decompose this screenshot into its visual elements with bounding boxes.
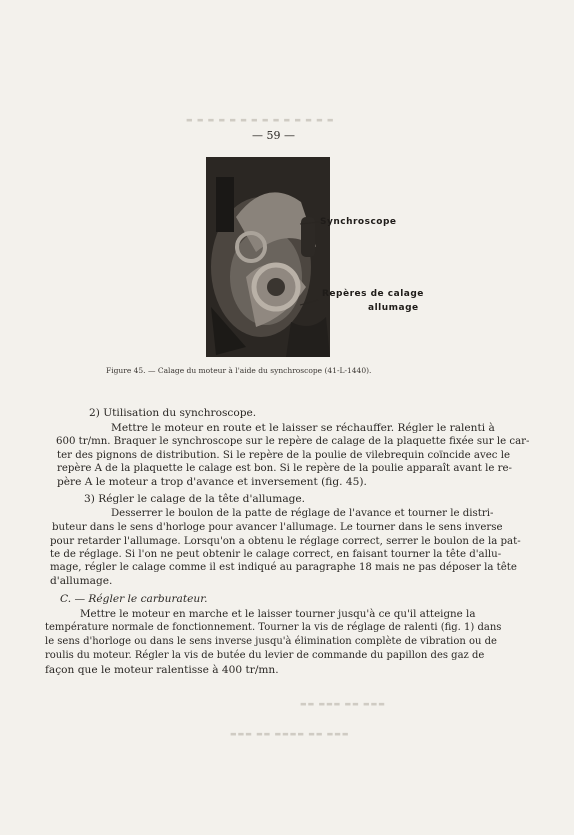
paragraph-line: Desserrer le boulon de la patte de réglage de l'avance et tourner le distri- [111,508,494,519]
reperes-label-line1: Repères de calage [322,289,424,299]
paragraph-line: buteur dans le sens d'horloge pour avancer l'allumage. Le tourner dans le sens inverse [52,522,503,533]
paragraph-line: d'allumage. [50,575,113,587]
bleed-through-text: ▬ ▬ ▬ ▬ ▬ ▬ ▬ ▬ ▬ ▬ ▬ ▬ ▬ ▬ [186,116,335,124]
paragraph-line: façon que le moteur ralentisse à 400 tr/mn. [45,664,279,676]
paragraph-line: ter des pignons de distribution. Si le repère de la poulie de vilebrequin coïncide avec le [57,450,510,461]
paragraph-line: température normale de fonctionnement. Tourner la vis de réglage de ralenti (fig. 1) dans [45,622,502,633]
section-heading-utilisation: 2) Utilisation du synchroscope. [89,407,257,419]
paragraph-line: pour retarder l'allumage. Lorsqu'on a obtenu le réglage correct, serrer le boulon de la pat- [50,536,521,547]
paragraph-line: repère A de la plaquette le calage est bon. Si le repère de la poulie apparaît avant le re- [57,463,513,474]
paragraph-line: mage, régler le calage comme il est indiqué au paragraphe 18 mais ne pas déposer la tête [50,562,517,573]
section-heading-carburateur: C. — Régler le carburateur. [60,593,208,605]
bleed-through-text: ▬▬ ▬▬▬ ▬▬ ▬▬▬ [300,700,386,708]
paragraph-line: Mettre le moteur en route et le laisser se réchauffer. Régler le ralenti à [111,422,495,434]
paragraph-line: te de réglage. Si l'on ne peut obtenir le calage correct, en faisant tourner la tête d'allu- [50,549,502,560]
synchroscope-label: Synchroscope [320,217,397,227]
paragraph-line: père A le moteur a trop d'avance et inversement (fig. 45). [57,476,367,488]
figure-caption: Figure 45. — Calage du moteur à l'aide du synchroscope (41-L-1440). [106,366,372,375]
paragraph-line: Mettre le moteur en marche et le laisser tourner jusqu'à ce qu'il atteigne la [80,608,476,620]
paragraph-line: 600 tr/mn. Braquer le synchroscope sur le repère de calage de la plaquette fixée sur le car- [56,436,530,447]
reperes-label-line2: allumage [368,303,419,313]
paragraph-line: roulis du moteur. Régler la vis de butée du levier de commande du papillon des gaz de [45,650,485,661]
page-number: — 59 — [252,129,295,142]
paragraph-line: le sens d'horloge ou dans le sens inverse jusqu'à élimination complète de vibration ou de [45,636,497,647]
section-heading-calage: 3) Régler le calage de la tête d'allumage. [84,493,306,505]
bleed-through-text: ▬▬▬ ▬▬ ▬▬▬▬ ▬▬ ▬▬▬ [230,730,350,738]
